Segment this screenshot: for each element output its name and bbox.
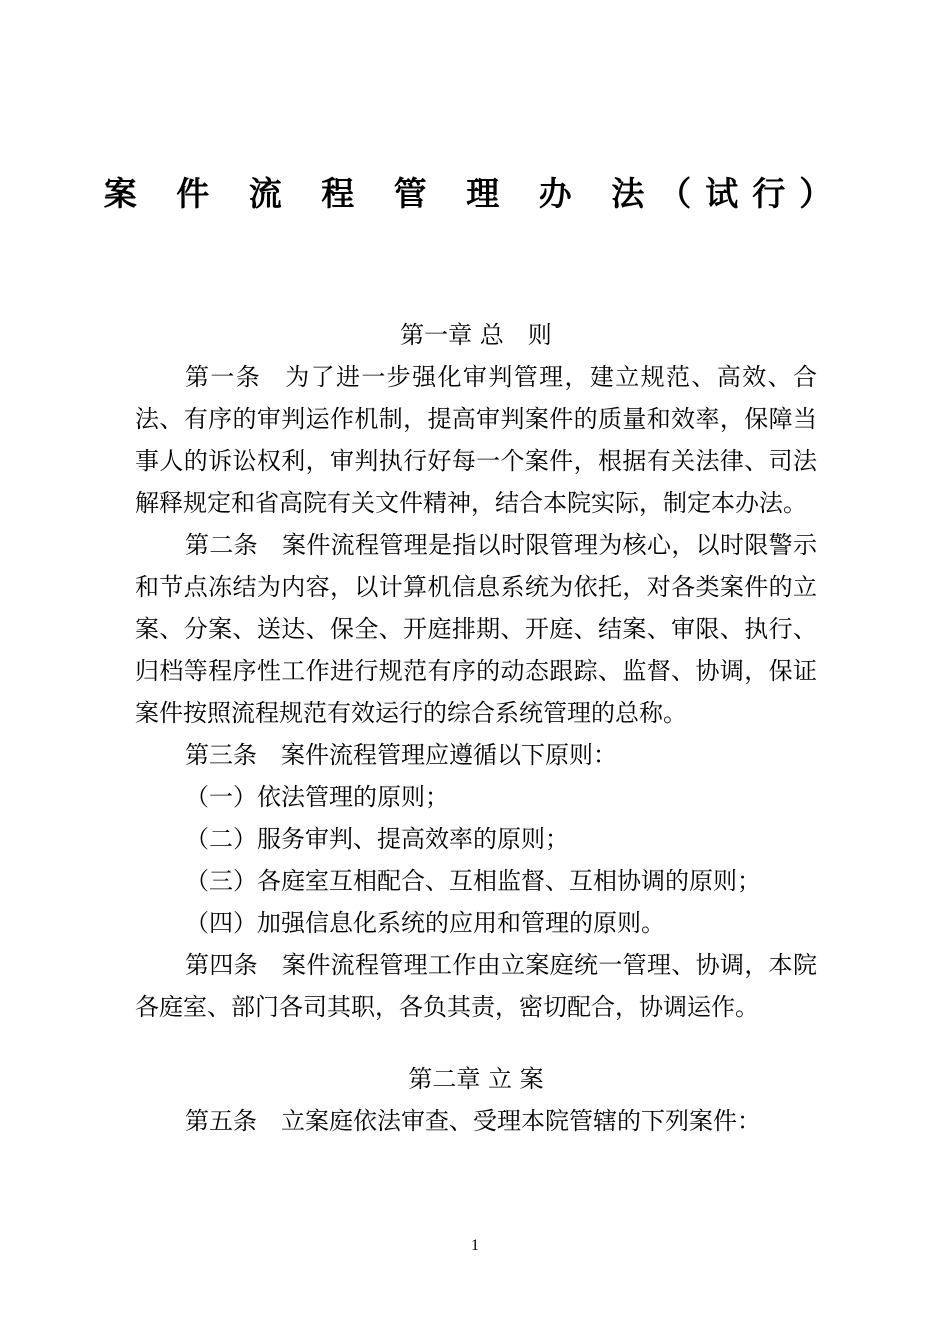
article-2-number: 第二条 xyxy=(185,531,258,559)
article-2 xyxy=(135,524,817,734)
article-1-number: 第一条 xyxy=(185,363,262,391)
document-body xyxy=(135,314,817,1142)
article-4-text: 案件流程管理工作由立案庭统一管理、协调，本院各庭室、部门各司其职，各负其责，密切配合，协调运作。 xyxy=(135,951,817,1021)
article-4-number: 第四条 xyxy=(185,951,258,979)
article-5-number: 第五条 xyxy=(185,1107,257,1135)
article-3-item-2: （二）服务审判、提高效率的原则； xyxy=(185,825,569,853)
article-4 xyxy=(135,944,817,1028)
article-3-item-3: （三）各庭室互相配合、互相监督、互相协调的原则； xyxy=(185,867,761,895)
article-3-item-4: （四）加强信息化系统的应用和管理的原则。 xyxy=(185,909,665,937)
chapter-2-heading: 第二章 立 案 xyxy=(408,1065,544,1093)
document-title: 案 件 流 程 管 理 办 法（试行） xyxy=(103,174,847,213)
chapter-1-heading: 第一章 总 则 xyxy=(400,321,552,349)
article-2-text: 案件流程管理是指以时限管理为核心，以时限警示和节点冻结为内容，以计算机信息系统为依托，对各类案件的立案、分案、送达、保全、开庭排期、开庭、结案、审限、执行、归档等程序性工作进行规范有序的动态跟踪、监督、协调，保证案件按照流程规范有效运行的综合系统管理的总称。 xyxy=(135,531,817,727)
section-gap xyxy=(135,1028,817,1058)
page-number: 1 xyxy=(471,1237,479,1254)
article-5 xyxy=(135,1100,817,1142)
article-3-text: 案件流程管理应遵循以下原则： xyxy=(281,741,617,769)
article-3 xyxy=(135,734,817,776)
article-3-item-1: （一）依法管理的原则； xyxy=(185,783,449,811)
article-1 xyxy=(135,356,817,524)
article-1-text: 为了进一步强化审判管理，建立规范、高效、合法、有序的审判运作机制，提高审判案件的质量和效率，保障当事人的诉讼权利，审判执行好每一个案件，根据有关法律、司法解释规定和省高院有关文件精神，结合本院实际，制定本办法。 xyxy=(135,363,818,517)
article-3-number: 第三条 xyxy=(185,741,257,769)
article-5-text: 立案庭依法审查、受理本院管辖的下列案件： xyxy=(281,1107,761,1135)
